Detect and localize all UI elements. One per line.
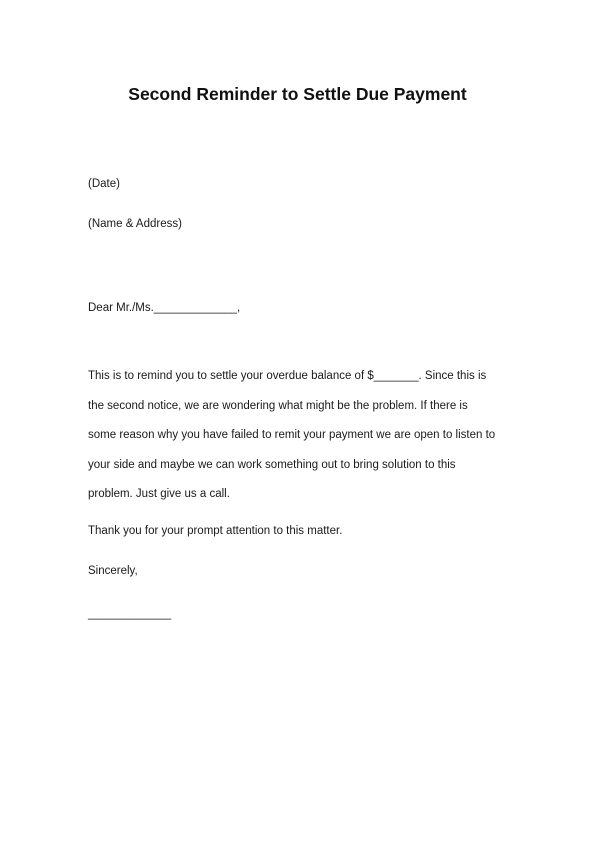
salutation: Dear Mr./Ms._____________, [88, 302, 241, 314]
name-address-placeholder: (Name & Address) [88, 218, 182, 230]
closing: Sincerely, [88, 565, 138, 577]
body-line: your side and maybe we can work something out to bring solution to this [88, 458, 456, 471]
date-placeholder: (Date) [88, 178, 120, 190]
body-line: This is to remind you to settle your overdue balance of $_______. Since this is [88, 370, 487, 382]
thanks-line: Thank you for your prompt attention to this matter. [88, 525, 343, 537]
letter-body [88, 368, 518, 516]
letter-title: Second Reminder to Settle Due Payment [128, 84, 467, 104]
signature-line: _____________ [88, 608, 172, 620]
body-line: some reason why you have failed to remit your payment we are open to listen to [88, 429, 496, 441]
body-line: the second notice, we are wondering what might be the problem. If there is [88, 399, 468, 412]
body-line: problem. Just give us a call. [88, 488, 230, 500]
